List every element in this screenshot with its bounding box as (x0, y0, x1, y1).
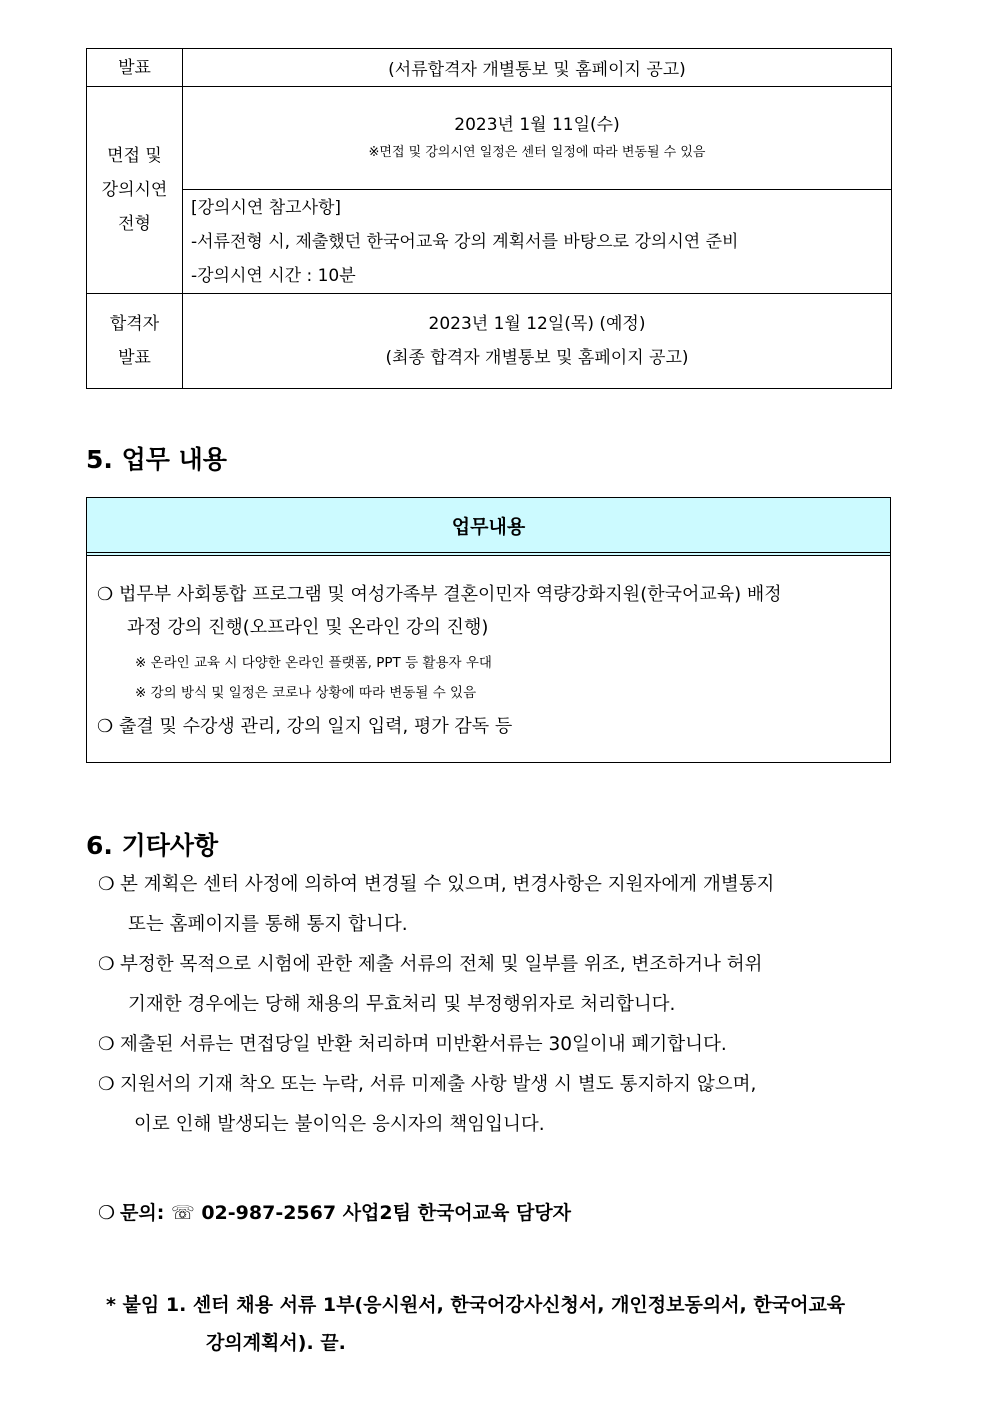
section5-heading: 5. 업무 내용 (86, 445, 227, 474)
misc-list (98, 865, 918, 1145)
duty-box-title: 업무내용 (87, 498, 890, 556)
bullet-icon: ❍ (98, 1034, 115, 1055)
duty-bullet-text: 출결 및 수강생 관리, 강의 일지 입력, 평가 감독 등 (119, 716, 513, 737)
interview-date-cell (183, 87, 892, 190)
final-date: 2023년 1월 12일(목) (예정) (428, 314, 646, 334)
misc-item (98, 945, 918, 985)
interview-label-line: 면접 및 (107, 146, 162, 166)
misc-item (98, 1025, 918, 1065)
announce-text: (서류합격자 개별통보 및 홈페이지 공고) (183, 49, 892, 87)
duty-box (86, 497, 891, 763)
phone-icon: ☏ (170, 1202, 195, 1224)
contact-text: 02-987-2567 사업2팀 한국어교육 담당자 (201, 1202, 572, 1224)
bullet-icon: ❍ (98, 874, 115, 895)
duty-bullet (97, 578, 890, 611)
bullet-icon: ❍ (98, 1202, 116, 1224)
misc-text: 제출된 서류는 면접당일 반환 처리하며 미반환서류는 30일이내 폐기합니다. (120, 1034, 727, 1055)
misc-text: 본 계획은 센터 사정에 의하여 변경될 수 있으며, 변경사항은 지원자에게 개별통지 (120, 874, 775, 895)
misc-item (98, 865, 918, 905)
attachment-line: 강의계획서). 끝. (206, 1332, 346, 1354)
final-cell (183, 294, 892, 389)
misc-text: 부정한 목적으로 시험에 관한 제출 서류의 전체 및 일부를 위조, 변조하거나 허위 (120, 954, 763, 975)
duty-bullet-text: 법무부 사회통합 프로그램 및 여성가족부 결혼이민자 역량강화지원(한국어교육) 배정 (119, 584, 782, 605)
final-label-line: 발표 (118, 348, 151, 368)
attachment-line: * 붙임 1. 센터 채용 서류 1부(응시원서, 한국어강사신청서, 개인정보동의서, 한국어교육 (106, 1294, 846, 1316)
attachment (106, 1286, 936, 1362)
schedule-table (86, 48, 892, 389)
demo-title: [강의시연 참고사항] (191, 197, 342, 218)
interview-date: 2023년 1월 11일(수) (454, 115, 620, 135)
duty-note: ※ 온라인 교육 시 다양한 온라인 플랫폼, PPT 등 활용자 우대 (135, 655, 492, 671)
section6-heading: 6. 기타사항 (86, 831, 219, 860)
interview-label (87, 87, 183, 294)
duty-note: ※ 강의 방식 및 일정은 코로나 상황에 따라 변동될 수 있음 (135, 685, 477, 701)
announce-label: 발표 (87, 49, 183, 87)
duty-box-body (87, 556, 890, 743)
duty-bullet (97, 710, 890, 743)
final-label (87, 294, 183, 389)
demo-line: -서류전형 시, 제출했던 한국어교육 강의 계획서를 바탕으로 강의시연 준비 (191, 231, 739, 252)
misc-cont: 이로 인해 발생되는 불이익은 응시자의 책임입니다. (134, 1114, 545, 1135)
bullet-icon: ❍ (98, 1074, 115, 1095)
contact-line (98, 1198, 571, 1225)
misc-cont: 또는 홈페이지를 통해 통지 합니다. (128, 914, 408, 935)
misc-cont: 기재한 경우에는 당해 채용의 무효처리 및 부정행위자로 처리합니다. (128, 994, 676, 1015)
duty-bullet-cont: 과정 강의 진행(오프라인 및 온라인 강의 진행) (127, 617, 489, 638)
interview-label-line: 강의시연 (101, 180, 168, 200)
contact-label: 문의: (120, 1202, 165, 1224)
misc-text: 지원서의 기재 착오 또는 누락, 서류 미제출 사항 발생 시 별도 통지하지 않으며, (120, 1074, 757, 1095)
bullet-icon: ❍ (98, 954, 115, 975)
bullet-icon: ❍ (97, 584, 114, 605)
final-label-line: 합격자 (109, 314, 160, 334)
bullet-icon: ❍ (97, 716, 114, 737)
interview-note: ※면접 및 강의시연 일정은 센터 일정에 따라 변동될 수 있음 (368, 145, 706, 160)
demo-notes-cell (183, 190, 892, 294)
misc-item (98, 1065, 918, 1105)
interview-label-line: 전형 (118, 214, 151, 234)
demo-line: -강의시연 시간 : 10분 (191, 265, 356, 286)
final-text: (최종 합격자 개별통보 및 홈페이지 공고) (385, 348, 689, 368)
